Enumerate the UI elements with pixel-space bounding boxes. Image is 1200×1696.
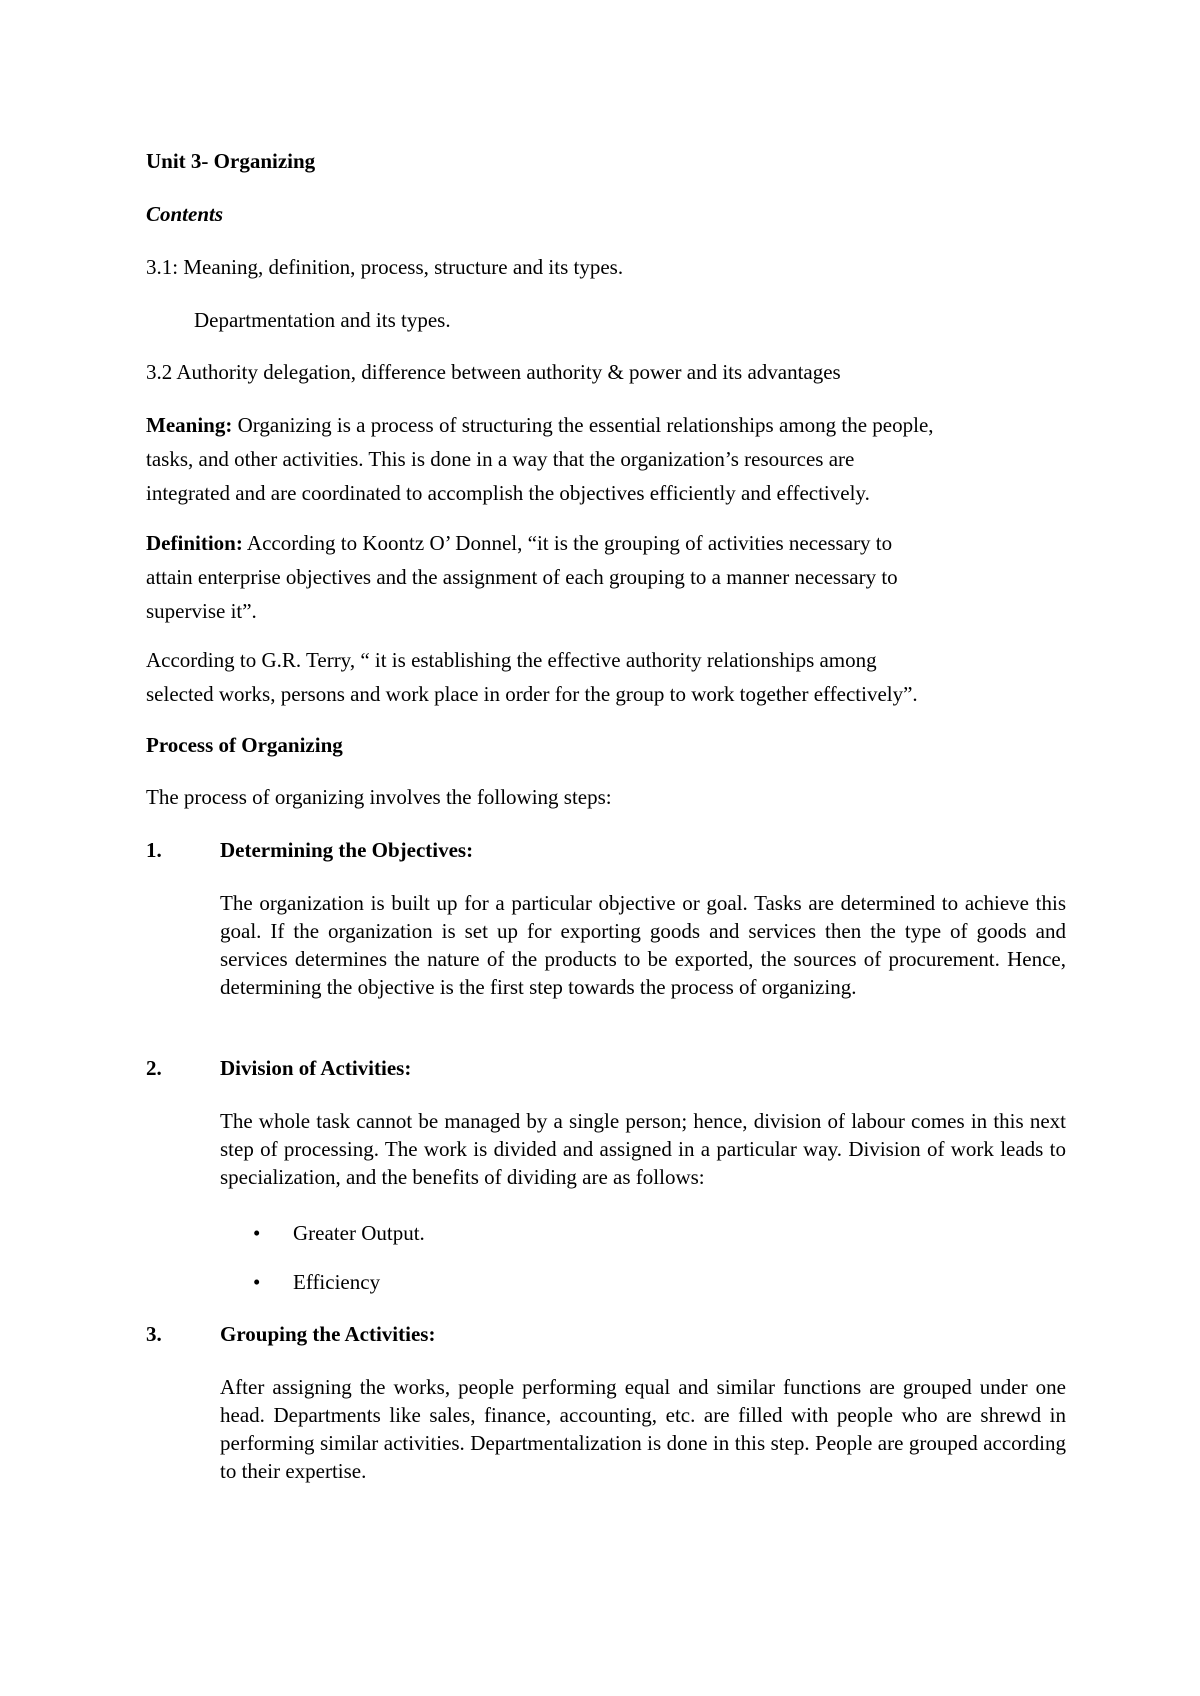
- contents-item-3-2: 3.2 Authority delegation, difference between authority & power and its advantages: [146, 360, 841, 384]
- step-3-body: After assigning the works, people performing equal and similar functions are grouped under one head. Departments like sales, finance, accounting, etc. are filled with people who are shrewd in performing similar activities. Departmentalization is done in this step. People are grouped according to their expertise.: [220, 1375, 1066, 1483]
- terry-paragraph: [146, 646, 1066, 708]
- meaning-line-3: integrated and are coordinated to accomplish the objectives efficiently and effectively.: [146, 481, 870, 505]
- bullet-2-symbol: •: [253, 1270, 261, 1294]
- definition-paragraph: [146, 529, 1066, 625]
- unit-title: Unit 3- Organizing: [146, 149, 316, 173]
- step-1-title: Determining the Objectives:: [220, 838, 474, 862]
- definition-line-1: According to Koontz O’ Donnel, “it is the grouping of activities necessary to: [242, 531, 893, 555]
- meaning-paragraph: [146, 411, 1066, 507]
- contents-heading: Contents: [146, 202, 224, 226]
- step-1-body: The organization is built up for a particular objective or goal. Tasks are determined to achieve this goal. If the organization is set up for exporting goods and services then the type of goods and services determines the nature of the products to be exported, the sources of procurement. Hence, determining the objective is the first step towards the process of organizing.: [220, 891, 1066, 999]
- bullet-2-text: Efficiency: [293, 1270, 381, 1294]
- step-1-number: 1.: [146, 838, 162, 862]
- contents-item-3-1-sub: Departmentation and its types.: [194, 308, 451, 332]
- step-3-title: Grouping the Activities:: [220, 1322, 436, 1346]
- process-heading: Process of Organizing: [146, 733, 343, 757]
- contents-item-3-1: 3.1: Meaning, definition, process, structure and its types.: [146, 255, 624, 279]
- process-intro: The process of organizing involves the following steps:: [146, 785, 612, 809]
- definition-line-3: supervise it”.: [146, 599, 257, 623]
- terry-line-2: selected works, persons and work place in order for the group to work together effectively”.: [146, 682, 918, 706]
- step-3-number: 3.: [146, 1322, 162, 1346]
- step-2-body: The whole task cannot be managed by a single person; hence, division of labour comes in this next step of processing. The work is divided and assigned in a particular way. Division of work leads to specialization, and the benefits of dividing are as follows:: [220, 1109, 1066, 1189]
- definition-line-2: attain enterprise objectives and the assignment of each grouping to a manner necessary to: [146, 565, 898, 589]
- bullet-1-symbol: •: [253, 1221, 261, 1245]
- bullet-1-text: Greater Output.: [293, 1221, 425, 1245]
- meaning-line-2: tasks, and other activities. This is done in a way that the organization’s resources are: [146, 447, 855, 471]
- definition-label: Definition:: [146, 531, 243, 555]
- terry-line-1: According to G.R. Terry, “ it is establishing the effective authority relationships among: [146, 648, 877, 672]
- meaning-label: Meaning:: [146, 413, 233, 437]
- meaning-line-1: Organizing is a process of structuring the essential relationships among the people,: [232, 413, 934, 437]
- step-2-title: Division of Activities:: [220, 1056, 412, 1080]
- step-2-number: 2.: [146, 1056, 162, 1080]
